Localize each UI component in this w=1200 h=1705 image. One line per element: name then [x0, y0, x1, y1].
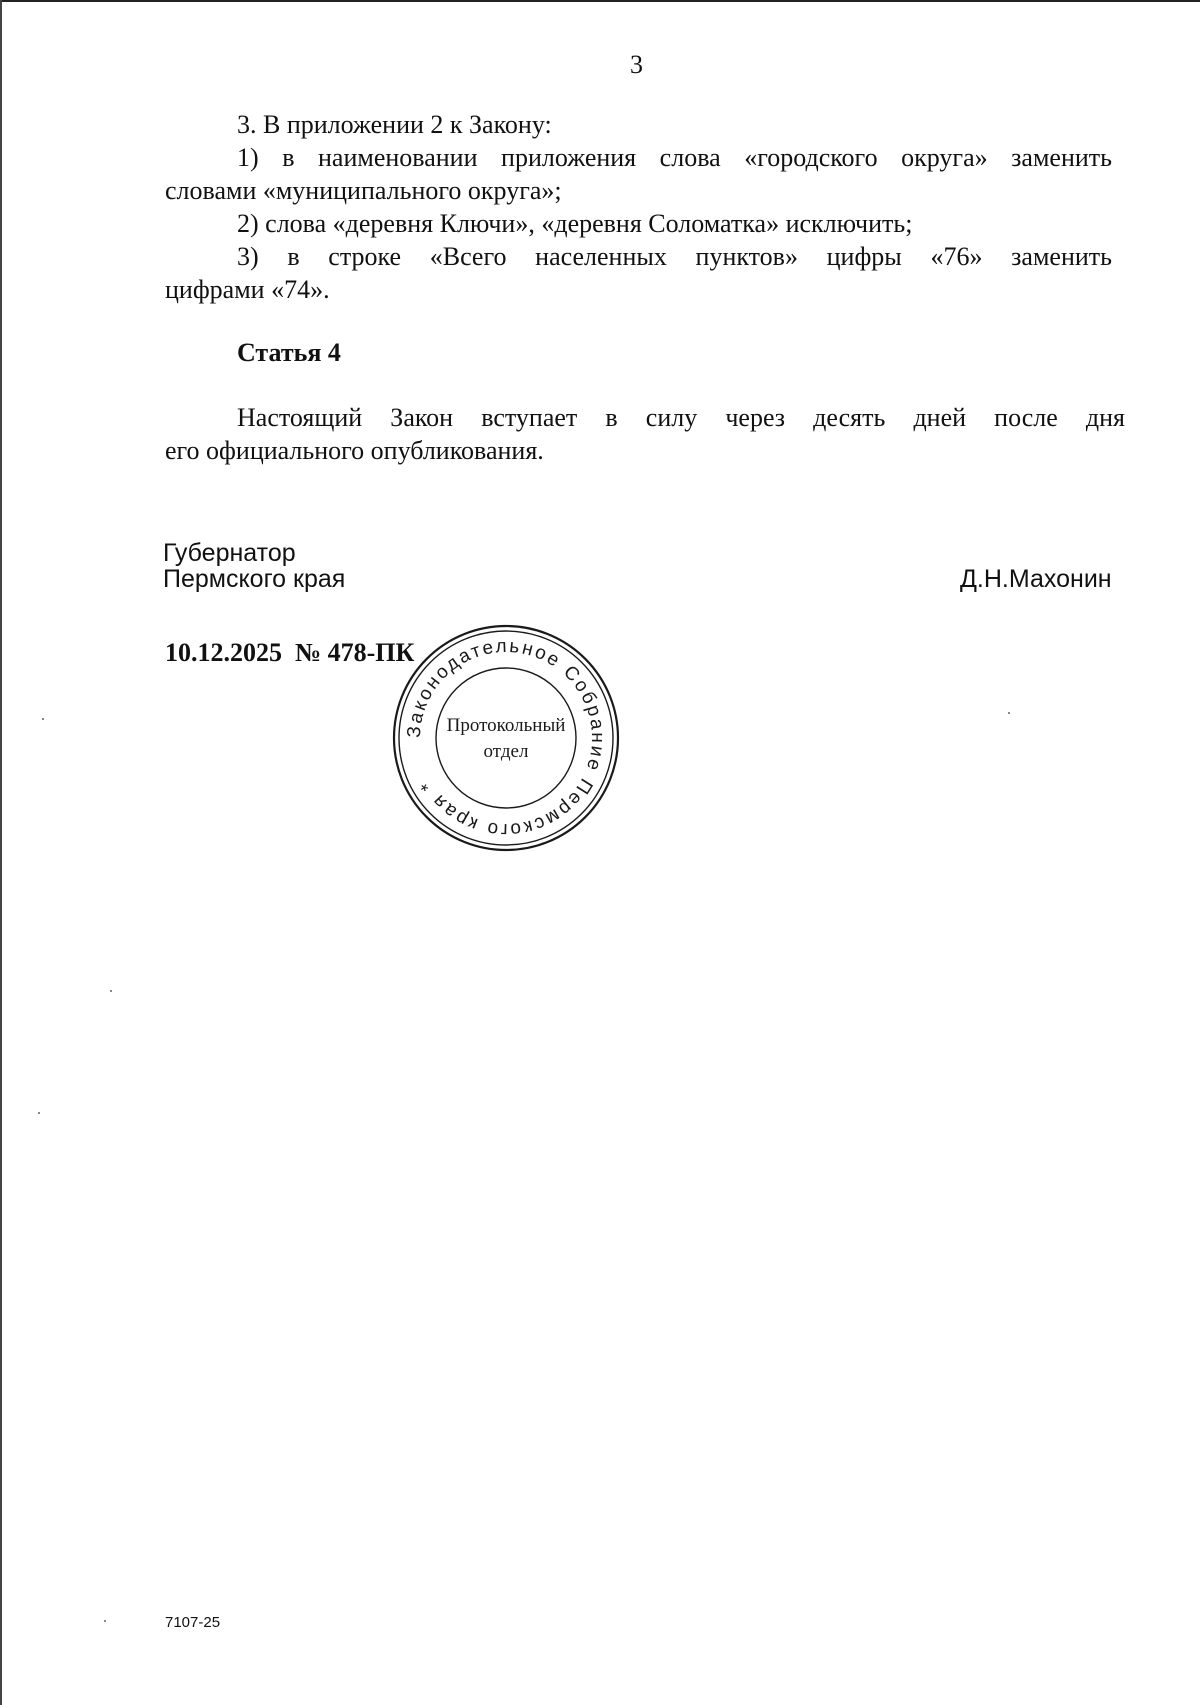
seal-ring-text: Законодательное Собрание Пермского края *: [403, 635, 609, 841]
article4-text-line1: Настоящий Закон вступает в силу через десять дней после дня: [237, 403, 1125, 432]
scan-speck: [104, 1620, 106, 1622]
page-border-left: [0, 0, 2, 1705]
signature-position-line2: Пермского края: [163, 565, 346, 593]
signature-name: Д.Н.Махонин: [960, 565, 1112, 593]
seal-inner-ring: [436, 668, 576, 808]
scan-speck: [38, 1112, 40, 1114]
signature-position-line1: Губернатор: [163, 539, 296, 567]
seal-center-line1: Протокольный: [446, 715, 566, 736]
seal-stamp-graphic: [390, 622, 622, 854]
article4-text-line2: его официального опубликования.: [165, 436, 544, 465]
section3-item3-line1: 3) в строке «Всего населенных пунктов» цифры «76» заменить: [237, 242, 1112, 271]
document-code: 7107-25: [165, 1614, 221, 1631]
section3-item1-line2: словами «муниципального округа»;: [165, 176, 562, 205]
section3-item3-line2: цифрами «74».: [165, 275, 330, 304]
seal-outer-ring: [394, 626, 618, 850]
scan-speck: [110, 990, 112, 992]
section3-item2: 2) слова «деревня Ключи», «деревня Соломатка» исключить;: [237, 209, 913, 238]
seal-outer-ring-inner: [399, 631, 613, 845]
article4-title: Статья 4: [237, 338, 341, 367]
page-number: 3: [630, 50, 643, 79]
section3-item1-line1: 1) в наименовании приложения слова «городского округа» заменить: [237, 143, 1112, 172]
seal-center-line2: отдел: [483, 741, 529, 762]
law-date-number: 10.12.2025 № 478-ПК: [165, 638, 415, 667]
page-border-top: [0, 0, 1200, 2]
scan-speck: [42, 718, 44, 720]
seal-stamp: [390, 622, 622, 854]
scan-speck: [1008, 712, 1010, 714]
section3-heading: 3. В приложении 2 к Закону:: [237, 110, 552, 139]
